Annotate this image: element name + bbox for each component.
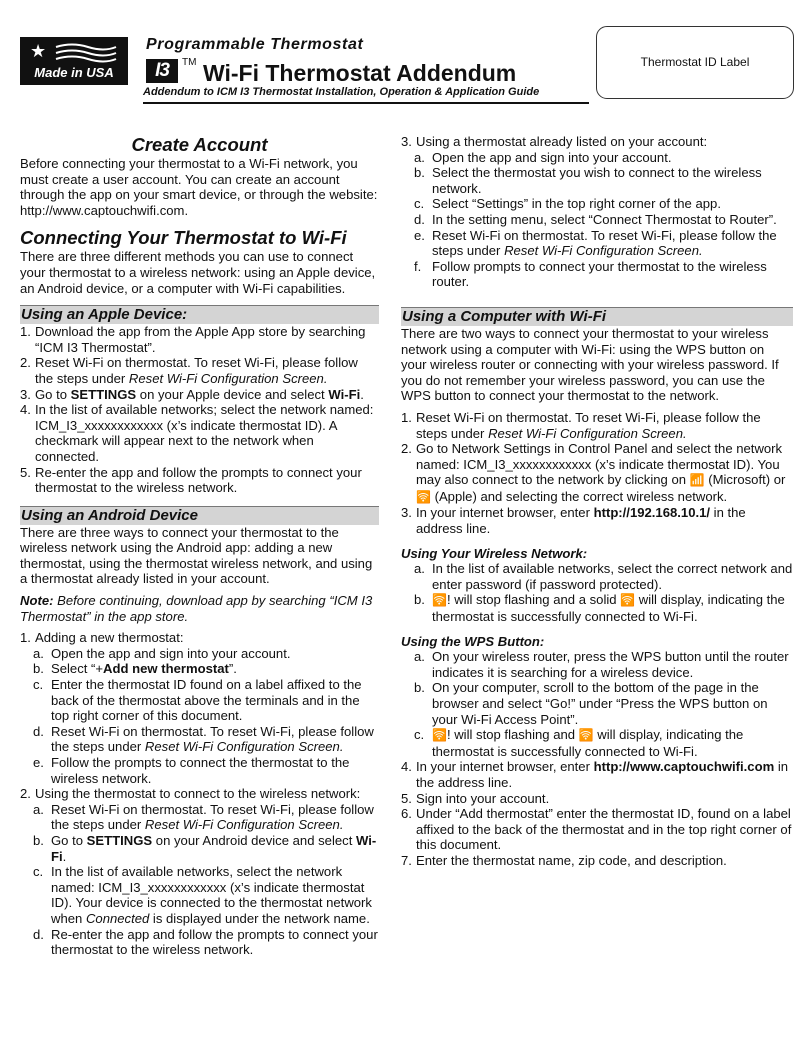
list-item: c. In the list of available networks, select the network named: ICM_I3_xxxxxxxxxxxx (x’s indicate thermostat ID). Your device is connected to the thermostat network when Connected is displayed under the network name. xyxy=(33,864,372,926)
list-item: 5. Sign into your account. xyxy=(401,790,550,806)
list-item: a. Open the app and sign into your account. xyxy=(33,645,291,661)
list-item: 1. Reset Wi-Fi on thermostat. To reset Wi-Fi, please follow the steps under Reset Wi-Fi Configuration Screen. xyxy=(401,409,761,441)
wps-button-subheading: Using the WPS Button: xyxy=(401,633,545,649)
list-item: 2. Go to Network Settings in Control Panel and select the network named: ICM_I3_xxxxxxxxxxxx (x’s indicate thermostat ID). You may also connect to the network by clicking on 📶 (Microsoft) or 🛜 (Apple) and selecting the correct wireless network. xyxy=(401,441,786,504)
list-item: a. Open the app and sign into your account. xyxy=(414,149,672,165)
list-item: b. Select the thermostat you wish to connect to the wireless network. xyxy=(414,165,762,196)
list-item: a. On your wireless router, press the WPS button until the router indicates it is searching for a wireless device. xyxy=(414,649,789,680)
list-item: c. Enter the thermostat ID found on a label affixed to the back of the thermostat above the terminals and in the top right corner of this document. xyxy=(33,677,362,724)
page-title: Wi-Fi Thermostat Addendum xyxy=(203,60,517,86)
list-item: d. Re-enter the app and follow the prompts to connect your thermostat to the wireless network. xyxy=(33,926,378,958)
list-item: 7. Enter the thermostat name, zip code, and description. xyxy=(401,852,727,868)
flag-stripes-icon xyxy=(54,43,118,63)
list-item: b. Go to SETTINGS on your Android device and select Wi-Fi. xyxy=(33,832,377,864)
computer-intro: There are two ways to connect your thermostat to your wireless network using a computer with Wi-Fi: using the WPS button on your wireless router or connecting with your wireless password. If you do not remember your wireless password, you can use the WPS button to connect your thermostat to the network. xyxy=(401,325,779,404)
list-item: d. Reset Wi-Fi on thermostat. To reset Wi-Fi, please follow the steps under Reset Wi-Fi Configuration Screen. xyxy=(33,723,374,755)
list-item: 2. Using the thermostat to connect to the wireless network: xyxy=(20,786,361,802)
list-item: 2. Reset Wi-Fi on thermostat. To reset Wi-Fi, please follow the steps under Reset Wi-Fi Configuration Screen. xyxy=(20,355,358,386)
made-in-usa-text: Made in USA xyxy=(34,65,114,80)
wifi-icon: 🛜 xyxy=(416,489,431,504)
brand-subtitle: Programmable Thermostat xyxy=(146,36,364,53)
list-item: 4. In your internet browser, enter http://www.captouchwifi.com in the address line. xyxy=(401,759,789,790)
list-item: c. 🛜! will stop flashing and 🛜 will display, indicating the thermostat is successfully connected to Wi-Fi. xyxy=(414,727,744,759)
list-item: 3. Using a thermostat already listed on your account: xyxy=(401,134,708,149)
list-item: e. Follow the prompts to connect the thermostat to the wireless network. xyxy=(33,755,350,786)
wifi-icon: 🛜 xyxy=(432,728,447,743)
list-item: e. Reset Wi-Fi on thermostat. To reset Wi-Fi, please follow the steps under Reset Wi-Fi Configuration Screen. xyxy=(414,227,777,259)
wireless-network-subheading: Using Your Wireless Network: xyxy=(401,545,588,561)
signal-bars-icon: 📶 xyxy=(689,473,705,488)
apple-section-heading: Using an Apple Device: xyxy=(20,305,379,324)
create-account-heading: Create Account xyxy=(131,134,268,155)
list-item: b. 🛜! will stop flashing and a solid 🛜 will display, indicating the thermostat is successfully connected to Wi-Fi. xyxy=(414,592,785,625)
android-section-heading: Using an Android Device xyxy=(20,506,379,525)
list-item: a. Reset Wi-Fi on thermostat. To reset Wi-Fi, please follow the steps under Reset Wi-Fi Configuration Screen. xyxy=(33,801,374,833)
list-item: d. In the setting menu, select “Connect Thermostat to Router”. xyxy=(414,211,777,227)
list-item: f. Follow prompts to connect your thermostat to the wireless router. xyxy=(414,258,767,290)
list-item: b. On your computer, scroll to the bottom of the page in the browser and select “Go!” under “Press the WPS button on your Wi-Fi Access Point”. xyxy=(414,680,768,727)
page-subtitle: Addendum to ICM I3 Thermostat Installation, Operation & Application Guide xyxy=(143,86,540,98)
android-intro: There are three ways to connect your thermostat to the wireless network using the Android app: adding a new thermostat, using the thermostat wireless network, and using a thermostat already listed in your account. xyxy=(20,524,373,587)
list-item: 1. Adding a new thermostat: xyxy=(20,630,184,646)
list-item: b. Select “+Add new thermostat”. xyxy=(33,661,237,677)
star-icon: ★ xyxy=(30,41,47,61)
connecting-body: There are three different methods you can use to connect your thermostat to a wireless network: using an Apple device, an Android device, or a computer with Wi-Fi capabilities. xyxy=(20,249,376,296)
wifi-icon: 🛜 xyxy=(578,728,594,743)
list-item: 1. Download the app from the Apple App store by searching “ICM I3 Thermostat”. xyxy=(20,324,366,355)
trademark: TM xyxy=(182,57,197,68)
header-rule xyxy=(143,102,589,104)
made-in-usa-logo xyxy=(20,37,128,85)
thermostat-id-label-text: Thermostat ID Label xyxy=(640,55,750,69)
thermostat-id-label-box xyxy=(596,26,794,99)
left-column xyxy=(20,134,379,958)
list-item: a. In the list of available networks, select the correct network and enter password (if password protected). xyxy=(414,561,793,592)
android-note: Note: Before continuing, download app by searching “ICM I3 Thermostat” in the app store. xyxy=(20,593,373,624)
list-item: 6. Under “Add thermostat” enter the thermostat ID, found on a label affixed to the back of the thermostat and in the top right corner of this document. xyxy=(401,806,792,853)
list-item: 5. Re-enter the app and follow the prompts to connect your thermostat to the wireless network. xyxy=(20,464,362,496)
wifi-icon: 🛜 xyxy=(432,593,447,608)
right-column xyxy=(401,134,793,869)
list-item: 4. In the list of available networks; select the network named: ICM_I3_xxxxxxxxxxxx (x’s indicate thermostat ID). A checkmark will appear next to the network when connected. xyxy=(20,402,374,464)
connecting-heading: Connecting Your Thermostat to Wi-Fi xyxy=(20,227,347,249)
create-account-body: Before connecting your thermostat to a Wi-Fi network, you must create a user account. You can create an account through the app on your smart device, or through the website: http://www.captouchwifi.com. xyxy=(20,156,378,218)
i3-logo: I3 xyxy=(146,59,178,83)
computer-section-heading: Using a Computer with Wi-Fi xyxy=(401,307,793,326)
list-item: 3. In your internet browser, enter http://192.168.10.1/ in the address line. xyxy=(401,505,746,537)
wifi-icon: 🛜 xyxy=(620,593,636,608)
list-item: 3. Go to SETTINGS on your Apple device and select Wi-Fi. xyxy=(20,386,364,402)
list-item: c. Select “Settings” in the top right corner of the app. xyxy=(414,196,721,212)
